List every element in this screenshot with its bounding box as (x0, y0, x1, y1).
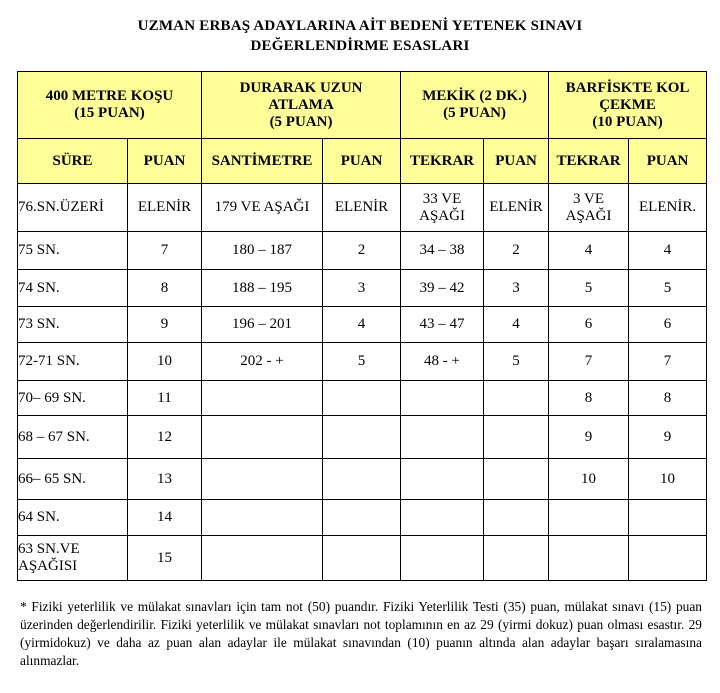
cell-text: 66– 65 SN. (18, 470, 86, 487)
cell-text: 9 (584, 428, 593, 445)
cell-text: 76.SN.ÜZERİ (18, 199, 104, 215)
document-title-line-1: UZMAN ERBAŞ ADAYLARINA AİT BEDENİ YETENEK SINAVI (137, 18, 583, 34)
table-cell (401, 184, 484, 232)
cell-text: 8 (160, 279, 169, 296)
table-cell (128, 536, 202, 581)
table-cell (629, 270, 707, 307)
evaluation-table (17, 71, 707, 581)
table-cell (629, 459, 707, 500)
table-cell (484, 381, 549, 416)
table-cell (484, 459, 549, 500)
table-row (18, 343, 707, 381)
table-row (18, 307, 707, 343)
table-cell (18, 232, 128, 270)
table-row (18, 536, 707, 581)
cell-text: 13 (157, 470, 172, 487)
table-cell (484, 343, 549, 381)
table-cell (401, 416, 484, 459)
table-cell (629, 536, 707, 581)
cell-text: 6 (584, 316, 593, 332)
table-cell (549, 270, 629, 307)
table-cell (549, 416, 629, 459)
table-cell (323, 307, 401, 343)
cell-text: 180 – 187 (232, 242, 293, 258)
table-row (18, 500, 707, 536)
table-cell (484, 500, 549, 536)
cell-text: 48 - + (424, 353, 461, 369)
table-cell (484, 184, 549, 232)
table-row (18, 381, 707, 416)
column-header: SÜRE (18, 139, 128, 184)
table-cell (323, 270, 401, 307)
cell-text: 4 (512, 316, 520, 332)
cell-text: 3 VE (573, 190, 605, 207)
cell-text: 6 (663, 316, 672, 332)
cell-text: 7 (663, 353, 672, 369)
cell-text: 34 – 38 (419, 242, 465, 258)
cell-text: 9 (160, 316, 169, 332)
table-cell (18, 500, 128, 536)
table-cell (202, 307, 323, 343)
cell-text: 10 (581, 470, 597, 487)
table-cell (202, 416, 323, 459)
table-cell (18, 536, 128, 581)
cell-text: ELENİR. (639, 199, 697, 215)
table-cell (128, 381, 202, 416)
cell-text: 188 – 195 (232, 279, 293, 296)
table-cell (401, 343, 484, 381)
cell-text: 12 (157, 428, 172, 445)
table-cell (202, 343, 323, 381)
cell-text: 5 (512, 353, 520, 369)
table-cell (128, 500, 202, 536)
cell-text: AŞAĞISI (18, 558, 78, 574)
table-cell (323, 184, 401, 232)
cell-text: 75 SN. (18, 242, 60, 258)
table-cell (18, 184, 128, 232)
table-cell (18, 343, 128, 381)
table-cell (401, 459, 484, 500)
cell-text: ELENİR (489, 199, 543, 215)
cell-text: AŞAĞI (419, 207, 465, 224)
cell-text: 7 (584, 353, 593, 369)
table-cell (484, 416, 549, 459)
cell-text: 7 (160, 242, 169, 258)
table-cell (323, 381, 401, 416)
group-header-pullup: BARFİSKTE KOL ÇEKME (10 PUAN) (549, 72, 707, 139)
cell-text: 10 (660, 470, 676, 487)
cell-text: 202 - + (240, 353, 284, 369)
table-cell (484, 536, 549, 581)
column-header: TEKRAR (549, 139, 629, 184)
column-header: PUAN (128, 139, 202, 184)
cell-text: ELENİR (334, 199, 389, 215)
table-cell (549, 381, 629, 416)
table-cell (549, 500, 629, 536)
cell-text: 73 SN. (18, 316, 60, 332)
cell-text: 68 – 67 SN. (18, 428, 90, 445)
document-title-line-2: DEĞERLENDİRME ESASLARI (250, 38, 470, 54)
group-header-situp: MEKİK (2 DK.) (5 PUAN) (401, 72, 549, 139)
table-cell (202, 500, 323, 536)
cell-text: AŞAĞI (565, 207, 612, 224)
table-cell (484, 232, 549, 270)
table-cell (202, 459, 323, 500)
table-cell (323, 459, 401, 500)
table-cell (128, 343, 202, 381)
table-cell (323, 536, 401, 581)
table-cell (202, 270, 323, 307)
cell-text: 196 – 201 (232, 316, 293, 332)
cell-text: 8 (584, 389, 593, 406)
table-cell (629, 232, 707, 270)
cell-text: 11 (157, 389, 172, 406)
table-cell (549, 184, 629, 232)
cell-text: 4 (663, 242, 672, 258)
table-cell (629, 343, 707, 381)
column-header: SANTİMETRE (202, 139, 323, 184)
table-cell (202, 536, 323, 581)
table-cell (202, 232, 323, 270)
table-cell (18, 307, 128, 343)
cell-text: 179 VE AŞAĞI (214, 199, 310, 215)
table-cell (202, 184, 323, 232)
column-header: PUAN (323, 139, 401, 184)
table-cell (629, 184, 707, 232)
cell-text: 5 (584, 279, 593, 296)
cell-text: 33 VE (422, 190, 462, 207)
table-row (18, 459, 707, 500)
column-header: PUAN (629, 139, 707, 184)
table-cell (629, 416, 707, 459)
table-cell (18, 270, 128, 307)
cell-text: 72-71 SN. (18, 353, 80, 369)
table-row (18, 416, 707, 459)
cell-text: 2 (357, 242, 366, 258)
cell-text: ELENİR (137, 199, 192, 215)
cell-text: 70– 69 SN. (18, 389, 86, 406)
table-cell (128, 416, 202, 459)
cell-text: 43 – 47 (419, 316, 465, 332)
cell-text: 3 (357, 279, 366, 296)
cell-text: 5 (357, 353, 366, 369)
cell-text: 64 SN. (18, 509, 60, 525)
table-row (18, 270, 707, 307)
cell-text: 3 (512, 279, 520, 296)
cell-text: 9 (663, 428, 672, 445)
table-cell (128, 307, 202, 343)
table-cell (128, 459, 202, 500)
table-cell (549, 343, 629, 381)
table-cell (401, 381, 484, 416)
cell-text: 74 SN. (18, 279, 60, 296)
table-cell (202, 381, 323, 416)
table-cell (401, 536, 484, 581)
group-header-long-jump: DURARAK UZUN ATLAMA (5 PUAN) (202, 72, 401, 139)
table-cell (629, 381, 707, 416)
table-cell (549, 232, 629, 270)
table-cell (549, 307, 629, 343)
table-cell (401, 307, 484, 343)
cell-text: 14 (157, 509, 172, 525)
table-cell (484, 270, 549, 307)
cell-text: 15 (157, 549, 172, 566)
table-row (18, 232, 707, 270)
column-header-row (18, 139, 707, 184)
table-cell (128, 184, 202, 232)
table-cell (401, 232, 484, 270)
table-cell (484, 307, 549, 343)
cell-text: 39 – 42 (419, 279, 465, 296)
table-cell (128, 232, 202, 270)
footnote: * Fiziki yeterlilik ve mülakat sınavları için tam not (50) puandır. Fiziki Yeterlilik Testi (35) puan, mülakat sınavı (15) puan üzerinden değerlendirilir. Fiziki yeterlilik ve mülakat sınavları not toplamının en az 29 (yirmi dokuz) puan olması esastır. 29 (yirmidokuz) ve daha az puan alan adaylar ile mülakat sınavından (10) puanın altında alan adaylar başarı sıralamasına alınmazlar. (20, 599, 702, 668)
column-header: PUAN (484, 139, 549, 184)
table-cell (401, 500, 484, 536)
group-header-run: 400 METRE KOŞU (15 PUAN) (18, 72, 202, 139)
table-cell (549, 459, 629, 500)
group-header-row (18, 72, 707, 139)
cell-text: 63 SN.VE (18, 541, 80, 557)
table-cell (323, 232, 401, 270)
table-cell (128, 270, 202, 307)
cell-text: 8 (663, 389, 672, 406)
table-cell (629, 307, 707, 343)
table-cell (323, 416, 401, 459)
cell-text: 2 (512, 242, 520, 258)
table-row (18, 184, 707, 232)
table-cell (323, 500, 401, 536)
table-cell (401, 270, 484, 307)
table-cell (18, 459, 128, 500)
cell-text: 5 (663, 279, 672, 296)
table-body (18, 184, 707, 581)
table-cell (323, 343, 401, 381)
cell-text: 4 (357, 316, 366, 332)
cell-text: 10 (157, 353, 172, 369)
table-cell (18, 381, 128, 416)
table-cell (629, 500, 707, 536)
table-cell (18, 416, 128, 459)
table-cell (549, 536, 629, 581)
column-header: TEKRAR (401, 139, 484, 184)
cell-text: 4 (584, 242, 593, 258)
